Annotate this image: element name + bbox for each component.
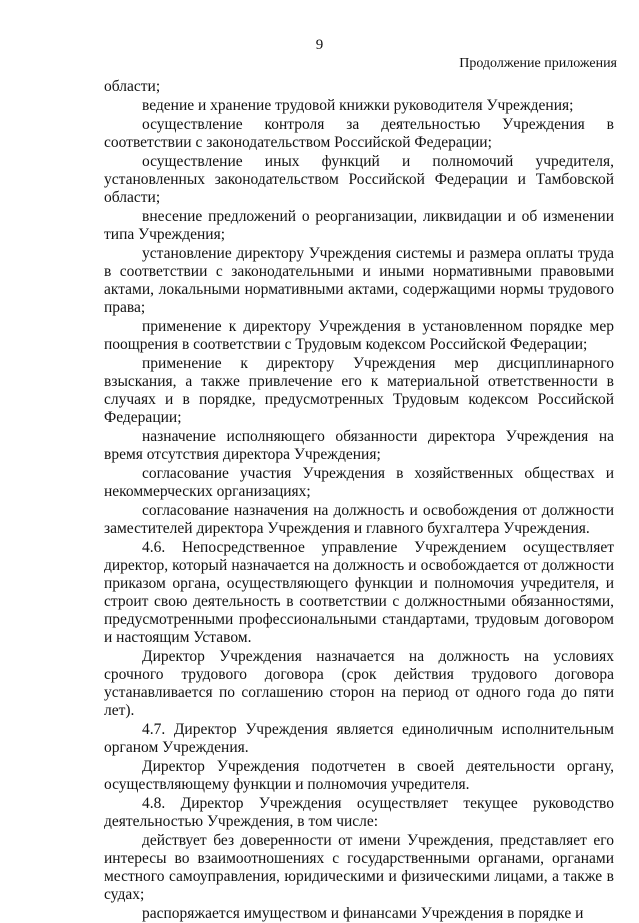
paragraph: Директор Учреждения назначается на должность на условиях срочного трудового договора (срок действия трудового договора устанавливается по соглашению сторон на период от одного года до пяти лет). xyxy=(104,648,614,719)
paragraph: области; xyxy=(104,78,161,95)
paragraph: действует без доверенности от имени Учреждения, представляет его интересы во взаимоотношениях с государственными органами, органами местного самоуправления, юридическими и физическими лицами, а также в судах; xyxy=(104,832,614,903)
paragraph: осуществление контроля за деятельностью Учреждения в соответствии с законодательством Российской Федерации; xyxy=(104,116,614,151)
paragraph: 4.7. Директор Учреждения является единоличным исполнительным органом Учреждения. xyxy=(104,721,614,756)
paragraph: Директор Учреждения подотчетен в своей деятельности органу, осуществляющему функции и полномочия учредителя. xyxy=(104,758,614,793)
paragraph: применение к директору Учреждения в установленном порядке мер поощрения в соответствии с Трудовым кодексом Российской Федерации; xyxy=(104,318,614,353)
paragraph: осуществление иных функций и полномочий учредителя, установленных законодательством Российской Федерации и Тамбовской области; xyxy=(104,153,614,206)
page-number: 9 xyxy=(315,37,324,53)
paragraph: согласование участия Учреждения в хозяйственных обществах и некоммерческих организациях; xyxy=(104,465,614,500)
continuation-label: Продолжение приложения xyxy=(459,56,617,71)
paragraph: распоряжается имуществом и финансами Учреждения в порядке и xyxy=(142,905,584,922)
paragraph: применение к директору Учреждения мер дисциплинарного взыскания, а также привлечение его к материальной ответственности в случаях и в порядке, предусмотренных Трудовым кодексом Российской Федерации; xyxy=(104,355,614,426)
paragraph: установление директору Учреждения системы и размера оплаты труда в соответствии с законодательными и иными нормативными правовыми актами, локальными нормативными актами, содержащими нормы трудового права; xyxy=(104,245,614,316)
paragraph: внесение предложений о реорганизации, ликвидации и об изменении типа Учреждения; xyxy=(104,208,614,243)
document-body xyxy=(104,78,614,923)
paragraph: 4.6. Непосредственное управление Учреждением осуществляет директор, который назначается на должность и освобождается от должности приказом органа, осуществляющего функции и полномочия учредителя, и строит свою деятельность в соответствии с должностными обязанностями, предусмотренными профессиональными стандартами, трудовым договором и настоящим Уставом. xyxy=(104,539,614,646)
paragraph: ведение и хранение трудовой книжки руководителя Учреждения; xyxy=(142,97,574,114)
paragraph: назначение исполняющего обязанности директора Учреждения на время отсутствия директора Учреждения; xyxy=(104,428,614,463)
paragraph: согласование назначения на должность и освобождения от должности заместителей директора Учреждения и главного бухгалтера Учреждения. xyxy=(104,502,614,537)
paragraph: 4.8. Директор Учреждения осуществляет текущее руководство деятельностью Учреждения, в том числе: xyxy=(104,795,614,830)
